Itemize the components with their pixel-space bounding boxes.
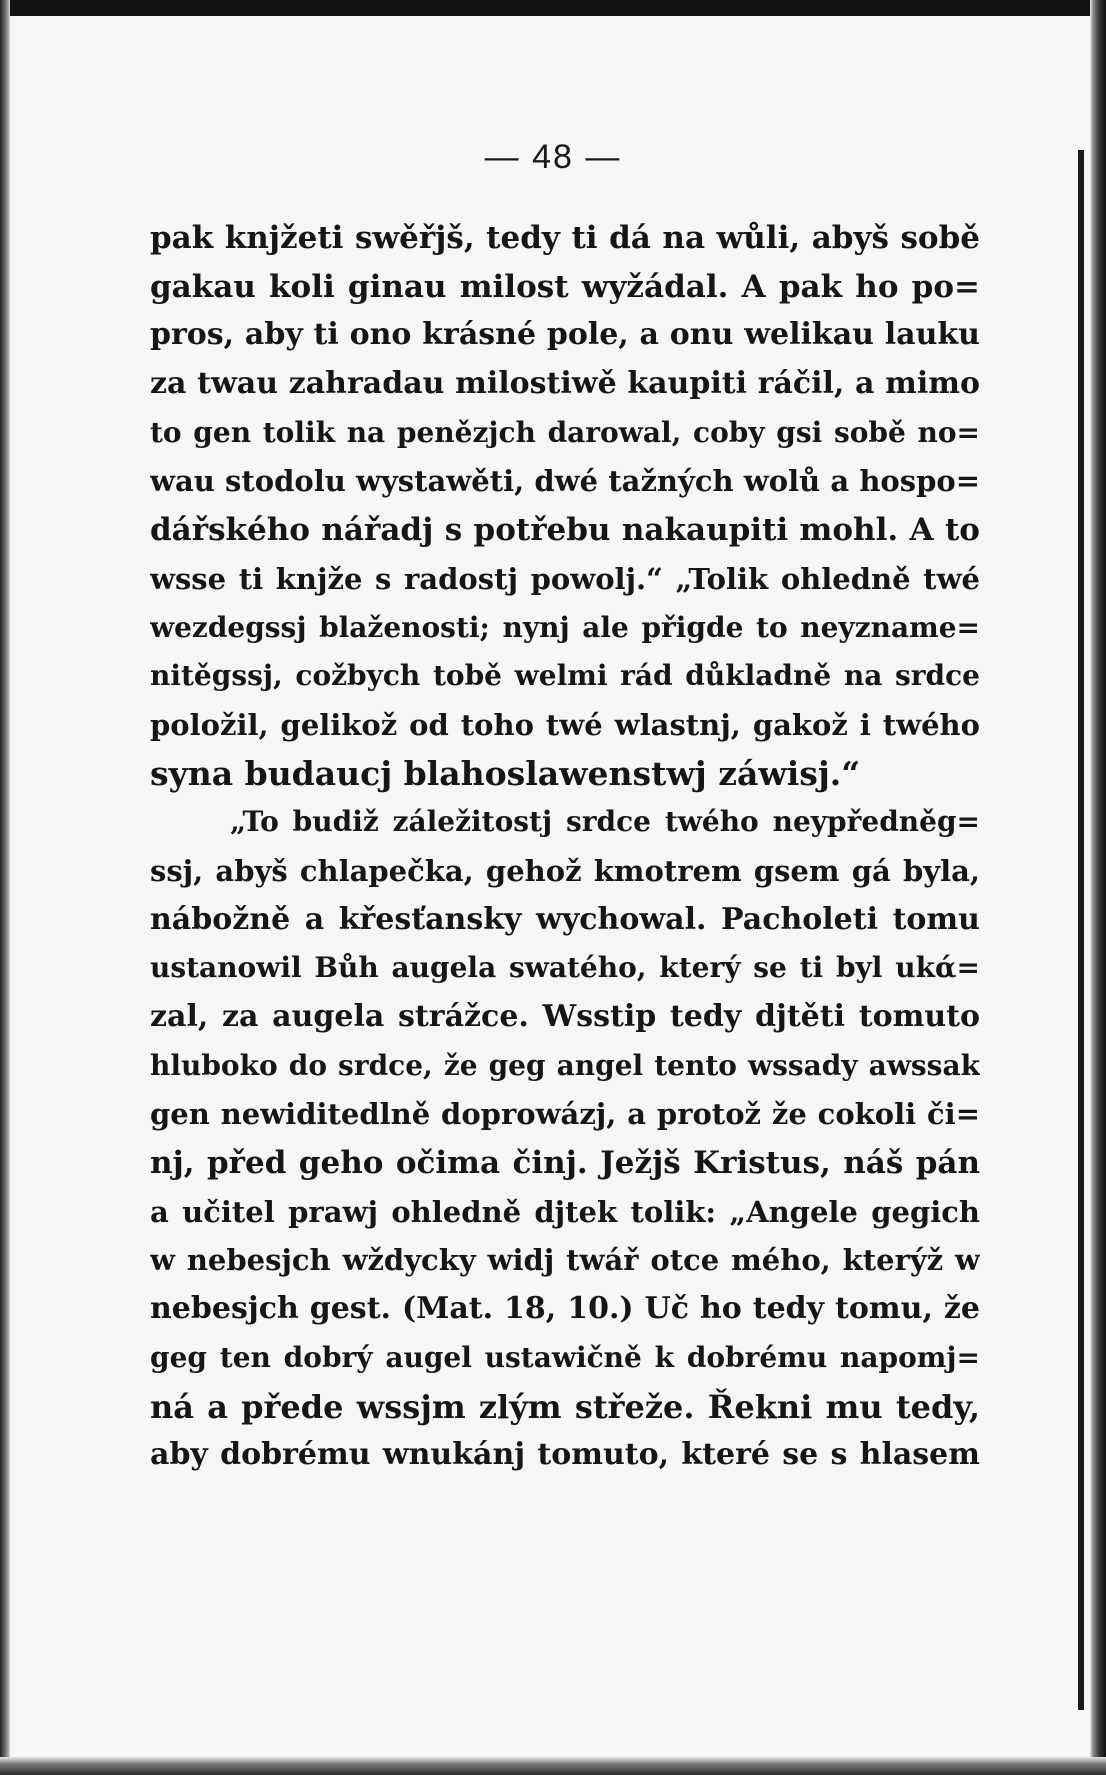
text-line: geg ten dobrý augel ustawičně k dobrému napomj= [150, 1340, 980, 1374]
text-line: nebesjch gest. (Mat. 18, 10.) Uč ho tedy tomu, že [150, 1291, 980, 1327]
text-line: aby dobrému wnukánj tomuto, které se s hlasem [150, 1437, 980, 1473]
text-line: zal, za augela strážce. Wsstip tedy djtěti tomuto [150, 999, 980, 1034]
text-line: w nebesjch wždycky widj twář otce mého, kterýž w [150, 1243, 980, 1278]
text-line: dářského nářadj s potřebu nakaupiti mohl. A to [150, 512, 980, 549]
text-line: hluboko do srdce, že geg angel tento wssady awssak [150, 1048, 980, 1082]
text-line: gakau koli ginau milost wyžádal. A pak ho po= [150, 268, 980, 305]
text-line: a učitel prawj ohledně djtek tolik: „Angele gegich [150, 1194, 980, 1229]
text-line: „To budiž záležitostj srdce twého neypředněg= [230, 805, 980, 839]
text-line: nitěgssj, cožbych tobě welmi rád důkladně na srdce [150, 659, 980, 693]
text-line: wau stodolu wystawěti, dwé tažných wolů a hospo= [150, 464, 980, 499]
body-text [150, 214, 980, 1480]
text-line: za twau zahradau milostiwě kaupiti ráčil, a mimo [150, 366, 980, 402]
text-line: ná a přede wssjm zlým střeže. Řekni mu tedy, [150, 1387, 980, 1426]
text-line: ustanowil Bůh augela swatého, který se ti byl ukά= [150, 951, 980, 985]
text-line: wezdegssj blaženosti; nynj ale přigde to neyzname= [150, 610, 980, 644]
text-line: nj, před geho očima činj. Ježjš Kristus, náš pán [150, 1145, 980, 1182]
text-line: položil, gelikož od toho twé wlastnj, gakož i twého [150, 707, 980, 742]
text-line: gen newiditedlně doprowázj, a protož že cokoli či= [150, 1097, 980, 1132]
page-binding-shadow [1078, 150, 1084, 1710]
page-number: — 48 — [484, 138, 622, 176]
scan-edge-left [0, 0, 10, 1775]
scan-edge-bottom [0, 1757, 1106, 1775]
text-line: pak knjžeti swěřjš, tedy ti dá na wůli, abyš sobě [150, 220, 980, 256]
paragraph [150, 214, 980, 798]
text-line: nábožně a křesťansky wychowal. Pacholeti tomu [150, 901, 980, 937]
text-line: to gen tolik na penězjch darowal, coby gsi sobě no= [150, 415, 980, 449]
paragraph [150, 798, 980, 1480]
text-line: pros, aby ti ono krásné pole, a onu welikau lauku [150, 317, 980, 353]
text-line: syna budaucj blahoslawenstwj záwisj.“ [150, 753, 861, 793]
scan-edge-top [0, 0, 1106, 16]
text-line: ssj, abyš chlapečka, gehož kmotrem gsem gá byla, [150, 853, 980, 888]
scan-edge-right [1090, 0, 1106, 1775]
text-line: wsse ti knjže s radostj powolj.“ „Tolik ohledně twé [150, 561, 980, 596]
